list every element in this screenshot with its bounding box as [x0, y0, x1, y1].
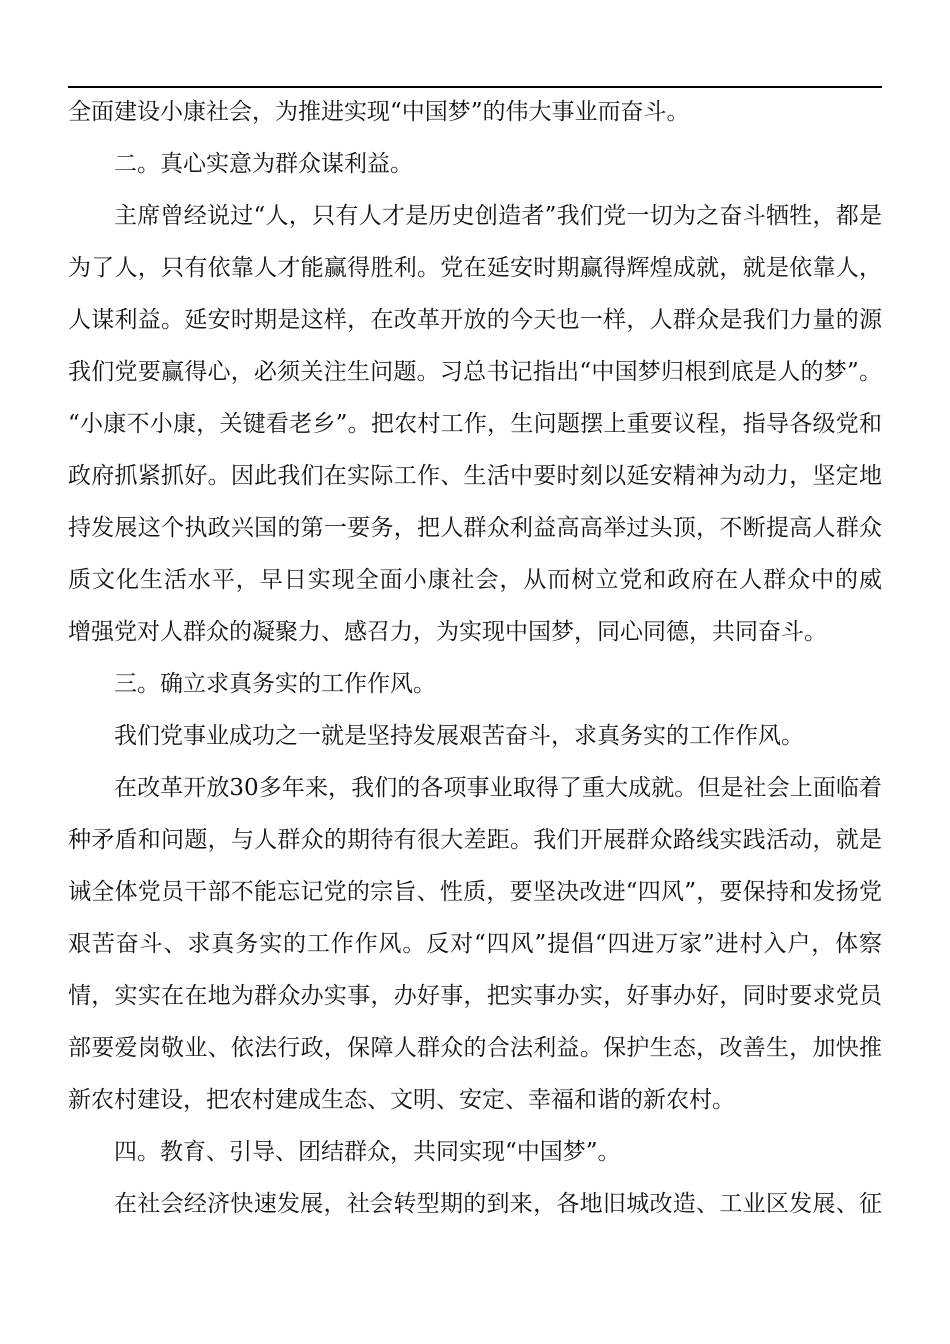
text-line: 在改革开放30多年来，我们的各项事业取得了重大成就。但是社会上面临着 [114, 775, 882, 801]
text-line: 三。确立求真务实的工作作风。 [114, 671, 436, 697]
text-line: 人谋利益。延安时期是这样，在改革开放的今天也一样，人群众是我们力量的源 [68, 307, 882, 333]
text-line: 新农村建设，把农村建成生态、文明、安定、幸福和谐的新农村。 [68, 1087, 735, 1113]
text-line: 情，实实在在地为群众办实事，办好事，把实事办实，好事办好，同时要求党员 [68, 983, 882, 1009]
text-line: 我们党事业成功之一就是坚持发展艰苦奋斗，求真务实的工作作风。 [114, 723, 804, 749]
text-line: 质文化生活水平，早日实现全面小康社会，从而树立党和政府在人群众中的威 [68, 567, 882, 593]
text-line: 艰苦奋斗、求真务实的工作作风。反对“四风”提倡“四进万家”进村入户，体察 [68, 931, 882, 957]
header-rule [68, 86, 882, 88]
text-line: 部要爱岗敬业、依法行政，保障人群众的合法利益。保护生态，改善生，加快推 [68, 1035, 882, 1061]
text-line: 全面建设小康社会，为推进实现“中国梦”的伟大事业而奋斗。 [68, 99, 690, 125]
text-line: 主席曾经说过“人，只有人才是历史创造者”我们党一切为之奋斗牺牲，都是 [114, 203, 882, 229]
text-line: 四。教育、引导、团结群众，共同实现“中国梦”。 [114, 1139, 621, 1165]
text-line: “小康不小康，关键看老乡”。把农村工作，生问题摆上重要议程，指导各级党和 [68, 411, 882, 437]
text-line: 诫全体党员干部不能忘记党的宗旨、性质，要坚决改进“四风”，要保持和发扬党 [68, 879, 882, 905]
text-line: 在社会经济快速发展，社会转型期的到来，各地旧城改造、工业区发展、征 [114, 1191, 882, 1217]
text-line: 我们党要赢得心，必须关注生问题。习总书记指出“中国梦归根到底是人的梦”。 [68, 359, 882, 385]
text-line: 增强党对人群众的凝聚力、感召力，为实现中国梦，同心同德，共同奋斗。 [68, 619, 827, 645]
text-line: 持发展这个执政兴国的第一要务，把人群众利益高高举过头顶，不断提高人群众 [68, 515, 882, 541]
text-line: 二。真心实意为群众谋利益。 [114, 151, 413, 177]
text-line: 种矛盾和问题，与人群众的期待有很大差距。我们开展群众路线实践活动，就是 [68, 827, 882, 853]
text-line: 政府抓紧抓好。因此我们在实际工作、生活中要时刻以延安精神为动力，坚定地 [68, 463, 882, 489]
text-line: 为了人，只有依靠人才能赢得胜利。党在延安时期赢得辉煌成就，就是依靠人， [68, 255, 882, 281]
document-body [68, 93, 888, 1237]
